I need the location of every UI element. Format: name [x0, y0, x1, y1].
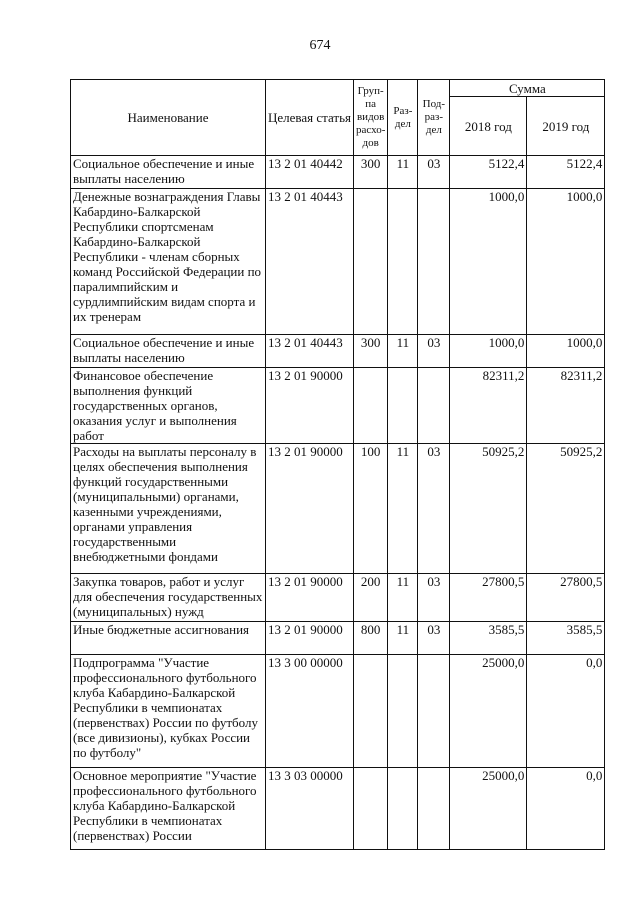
- row-group: [354, 368, 388, 444]
- row-2019: 82311,2: [527, 368, 605, 444]
- row-2018: 5122,4: [450, 156, 527, 189]
- row-2018: 50925,2: [450, 444, 527, 574]
- row-2019: 1000,0: [527, 335, 605, 368]
- row-2019: 50925,2: [527, 444, 605, 574]
- header-year-2019: 2019 год: [527, 97, 605, 156]
- row-section: [388, 189, 418, 335]
- row-2019: 3585,5: [527, 622, 605, 655]
- header-name: Наименование: [71, 80, 266, 156]
- row-group: 200: [354, 574, 388, 622]
- budget-table: [70, 79, 605, 850]
- row-name: Финансовое обеспечение выполнения функций государственных органов, оказания услуг и выполнения работ: [71, 368, 266, 444]
- table-header: [71, 80, 605, 156]
- row-group: [354, 189, 388, 335]
- row-group: 300: [354, 335, 388, 368]
- row-section: [388, 655, 418, 768]
- table-row: [71, 444, 605, 574]
- row-2018: 27800,5: [450, 574, 527, 622]
- table-row: [71, 335, 605, 368]
- row-code: 13 2 01 90000: [266, 368, 354, 444]
- row-group: 100: [354, 444, 388, 574]
- row-2019: 5122,4: [527, 156, 605, 189]
- row-code: 13 2 01 90000: [266, 574, 354, 622]
- header-group: Груп-па видов расхо-дов: [354, 80, 388, 156]
- row-2018: 1000,0: [450, 189, 527, 335]
- row-subsection: 03: [418, 622, 450, 655]
- row-name: Расходы на выплаты персоналу в целях обеспечения выполнения функций государственными (муниципальными) органами, казенными учреждениями, органами управления государственными внебюджетными фондами: [71, 444, 266, 574]
- row-subsection: [418, 655, 450, 768]
- row-subsection: 03: [418, 574, 450, 622]
- row-subsection: 03: [418, 156, 450, 189]
- table-row: [71, 574, 605, 622]
- row-group: 800: [354, 622, 388, 655]
- row-2019: 0,0: [527, 655, 605, 768]
- row-2019: 27800,5: [527, 574, 605, 622]
- page-number: 674: [309, 38, 331, 53]
- row-section: 11: [388, 335, 418, 368]
- table-row: [71, 189, 605, 335]
- row-group: 300: [354, 156, 388, 189]
- row-section: 11: [388, 574, 418, 622]
- row-2018: 82311,2: [450, 368, 527, 444]
- row-subsection: 03: [418, 444, 450, 574]
- table-row: [71, 156, 605, 189]
- header-target: Целевая статья: [266, 80, 354, 156]
- header-section: Раз-дел: [388, 80, 418, 156]
- row-code: 13 2 01 40443: [266, 189, 354, 335]
- row-subsection: [418, 189, 450, 335]
- row-section: 11: [388, 622, 418, 655]
- row-subsection: [418, 368, 450, 444]
- row-group: [354, 768, 388, 850]
- table-row: [71, 768, 605, 850]
- row-group: [354, 655, 388, 768]
- table-row: [71, 655, 605, 768]
- row-section: [388, 368, 418, 444]
- header-year-2018: 2018 год: [450, 97, 527, 156]
- row-code: 13 2 01 90000: [266, 622, 354, 655]
- row-name: Основное мероприятие "Участие профессионального футбольного клуба Кабардино-Балкарской Республики в чемпионатах (первенствах) России: [71, 768, 266, 850]
- table-row: [71, 368, 605, 444]
- header-sum: Сумма: [450, 80, 605, 97]
- row-name: Денежные вознаграждения Главы Кабардино-Балкарской Республики спортсменам Кабардино-Балкарской Республики - членам сборных команд Российской Федерации по паралимпийским и сурдлимпийским видам спорта и их тренерам: [71, 189, 266, 335]
- row-section: [388, 768, 418, 850]
- row-code: 13 2 01 90000: [266, 444, 354, 574]
- row-code: 13 2 01 40442: [266, 156, 354, 189]
- row-subsection: [418, 768, 450, 850]
- row-2018: 3585,5: [450, 622, 527, 655]
- row-code: 13 2 01 40443: [266, 335, 354, 368]
- row-name: Социальное обеспечение и иные выплаты населению: [71, 156, 266, 189]
- row-2019: 0,0: [527, 768, 605, 850]
- row-section: 11: [388, 156, 418, 189]
- header-subsection: Под-раз-дел: [418, 80, 450, 156]
- row-2018: 25000,0: [450, 655, 527, 768]
- row-name: Закупка товаров, работ и услуг для обеспечения государственных (муниципальных) нужд: [71, 574, 266, 622]
- row-2018: 1000,0: [450, 335, 527, 368]
- row-code: 13 3 03 00000: [266, 768, 354, 850]
- row-subsection: 03: [418, 335, 450, 368]
- row-2018: 25000,0: [450, 768, 527, 850]
- table-row: [71, 622, 605, 655]
- row-name: Подпрограмма "Участие профессионального футбольного клуба Кабардино-Балкарской Республики в чемпионатах (первенствах) России по футболу (все дивизионы), кубках России по футболу": [71, 655, 266, 768]
- row-section: 11: [388, 444, 418, 574]
- row-2019: 1000,0: [527, 189, 605, 335]
- row-name: Иные бюджетные ассигнования: [71, 622, 266, 655]
- row-code: 13 3 00 00000: [266, 655, 354, 768]
- row-name: Социальное обеспечение и иные выплаты населению: [71, 335, 266, 368]
